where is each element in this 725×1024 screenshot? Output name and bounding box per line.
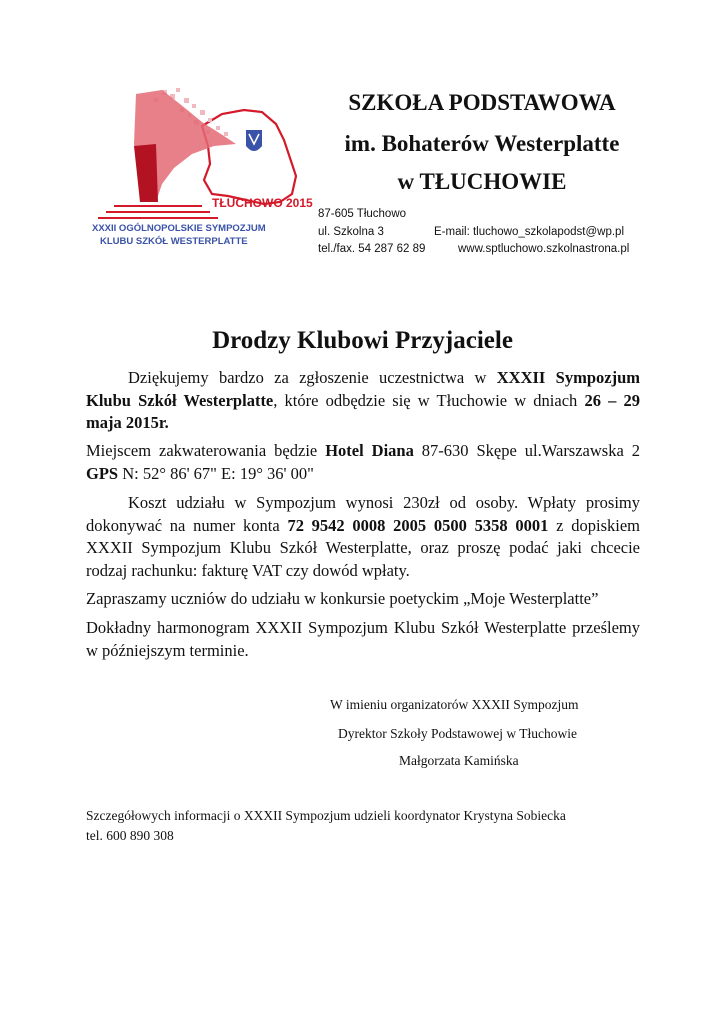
p2-text-a: Miejscem zakwaterowania będzie — [86, 441, 326, 460]
shield-emblem — [246, 130, 262, 151]
monument-base-shadow — [134, 144, 158, 202]
contact-phone: tel./fax. 54 287 62 89 — [318, 243, 426, 255]
p2-gps-label: GPS — [86, 463, 119, 483]
contact-postal: 87-605 Tłuchowo — [318, 208, 407, 220]
school-town: w TŁUCHOWIE — [397, 169, 567, 194]
p2-hotel-address: 87-630 Skępe ul.Warszawska 2 — [413, 441, 640, 460]
contact-website[interactable]: www.sptluchowo.szkolnastrona.pl — [458, 243, 630, 255]
pedestal-stripes — [98, 206, 218, 218]
p2-hotel-name: Hotel Diana — [325, 441, 414, 460]
p1-event-name: XXXII Sympozjum Klubu Szkół Westerplatte — [86, 368, 640, 410]
signature-name: Małgorzata Kamińska — [399, 753, 519, 768]
contact-street: ul. Szkolna 3 — [318, 226, 384, 238]
footer-phone: tel. 600 890 308 — [86, 828, 174, 843]
p3-account-number: 72 9542 0008 2005 0500 5358 0001 — [287, 515, 549, 535]
letter-heading: Drodzy Klubowi Przyjaciele — [212, 327, 513, 354]
contact-email[interactable]: E-mail: tluchowo_szkolapodst@wp.pl — [434, 226, 625, 238]
poland-map-outline — [202, 110, 296, 204]
logo-caption-line2: KLUBU SZKÓŁ WESTERPLATTE — [100, 236, 248, 247]
paragraph-schedule: Dokładny harmonogram XXXII Sympozjum Klubu Szkół Westerplatte prześlemy w późniejszym terminie. — [86, 618, 640, 660]
paragraph-contest: Zapraszamy uczniów do udziału w konkursie poetyckim „Moje Westerplatte” — [86, 589, 599, 608]
paragraph-payment — [86, 492, 640, 582]
school-patron: im. Bohaterów Westerplatte — [344, 131, 620, 156]
p3-text-a: Koszt udziału w Sympozjum wynosi 230zł od osoby. Wpłaty prosimy dokonywać na numer konta — [86, 493, 640, 535]
signature-line1: W imieniu organizatorów XXXII Sympozjum — [330, 697, 579, 712]
paragraph-accommodation — [86, 440, 640, 485]
school-name: SZKOŁA PODSTAWOWA — [348, 90, 616, 115]
p1-text-a: Dziękujemy bardzo za zgłoszenie uczestnictwa w — [128, 368, 497, 387]
p1-event-dates: 26 – 29 maja 2015r. — [86, 390, 640, 432]
logo-year-label: TŁUCHOWO 2015 — [212, 196, 313, 210]
p2-gps-coords: N: 52° 86' 67" E: 19° 36' 00" — [118, 463, 314, 483]
p3-text-c: z dopiskiem XXXII Sympozjum Klubu Szkół Westerplatte, oraz proszę podać jaki chcecie rodzaj rachunku: fakturę VAT czy dowód wpłaty. — [86, 515, 640, 580]
p1-text-c: , które odbędzie się w Tłuchowie w dniach — [273, 390, 585, 410]
signature-line2: Dyrektor Szkoły Podstawowej w Tłuchowie — [338, 726, 577, 741]
logo-caption-line1: XXXII OGÓLNOPOLSKIE SYMPOZJUM — [92, 223, 266, 234]
footer-info: Szczegółowych informacji o XXXII Sympozjum udzieli koordynator Krystyna Sobiecka — [86, 808, 566, 823]
paragraph-thanks — [86, 367, 640, 435]
